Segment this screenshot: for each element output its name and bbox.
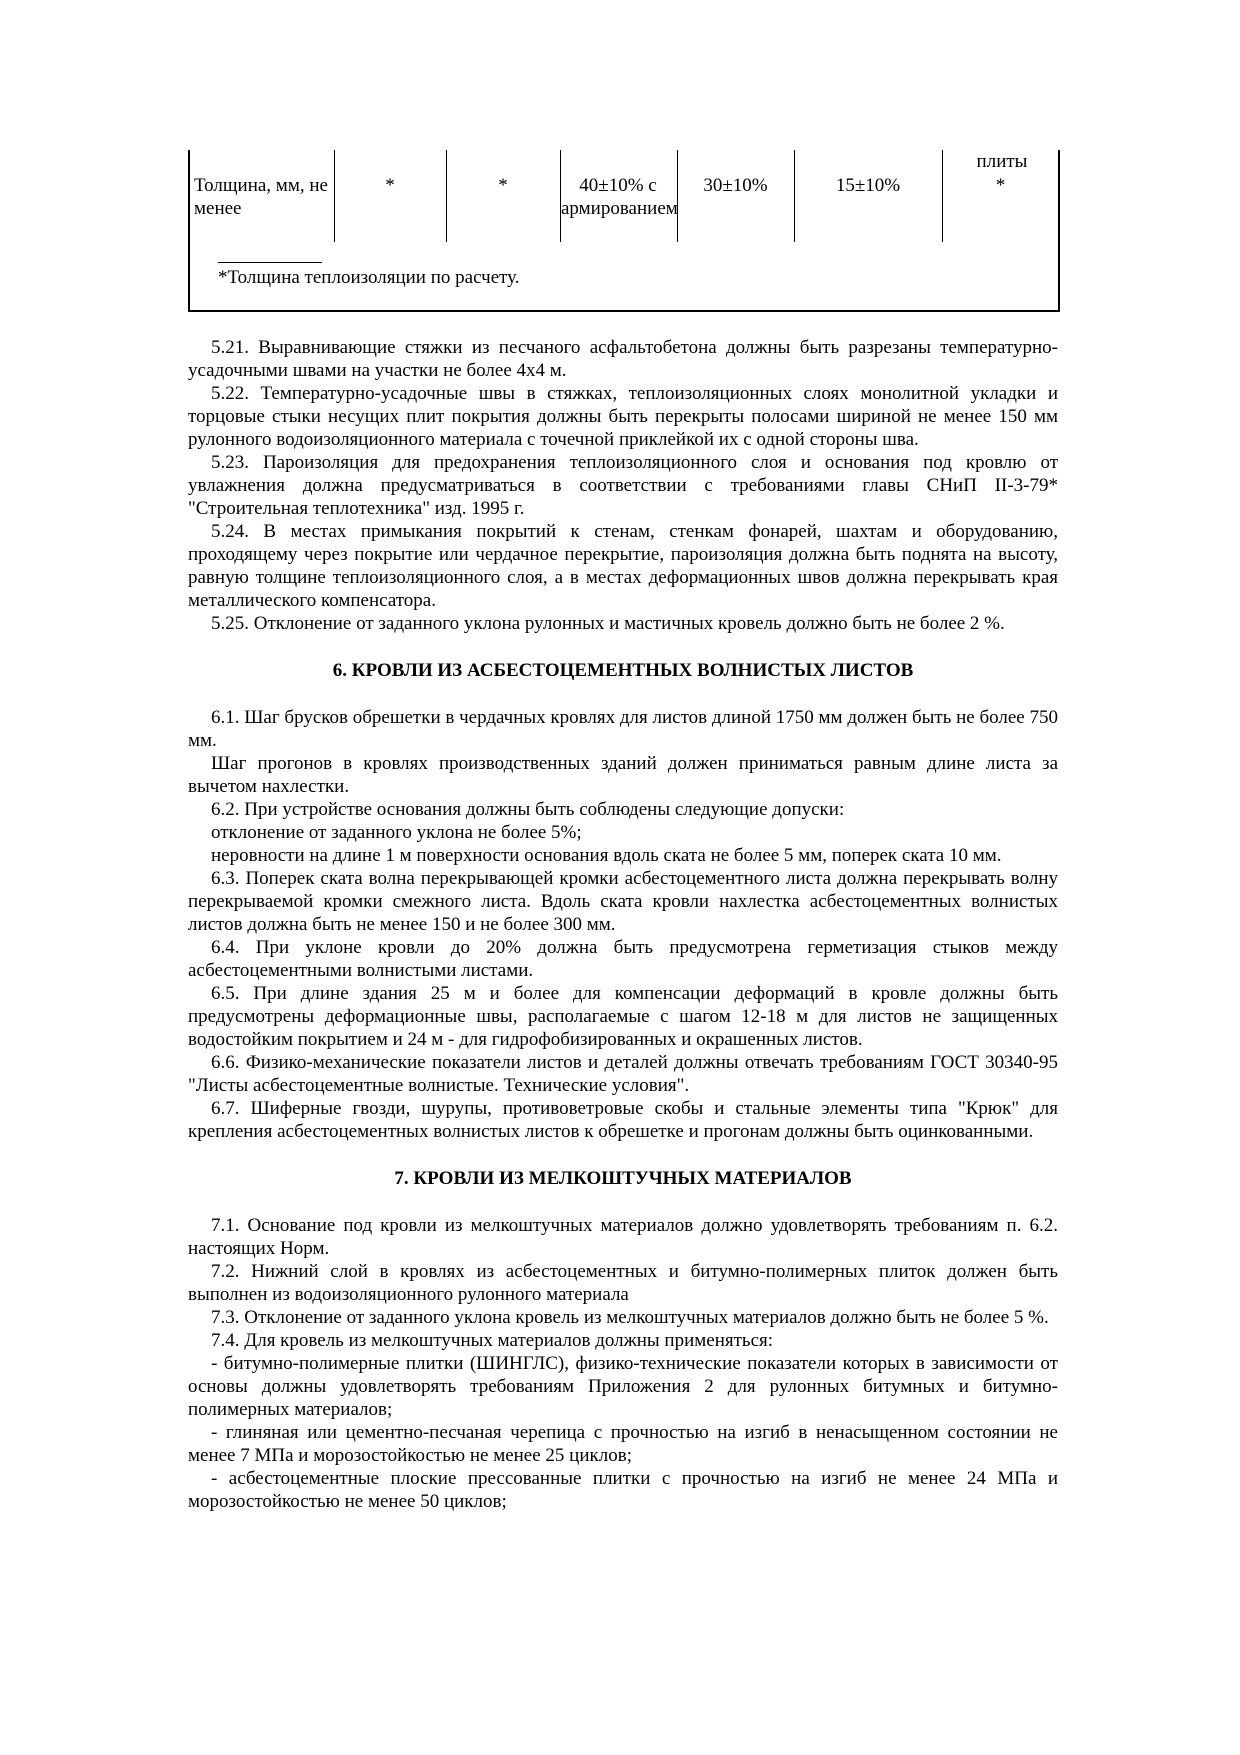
paragraph-7-3: 7.3. Отклонение от заданного уклона кровель из мелкоштучных материалов должно быть не более 5 %. xyxy=(211,1307,1049,1328)
paragraph-7-2: 7.2. Нижний слой в кровлях из асбестоцементных и битумно-полимерных плиток должен быть выполнен из водоизоляционного рулонного материала xyxy=(188,1261,1058,1305)
table-cell: 40±10% с армированием xyxy=(561,175,678,219)
paragraph-5-24: 5.24. В местах примыкания покрытий к стенам, стенкам фонарей, шахтам и оборудованию, проходящему через покрытие или чердачное перекрытие, пароизоляция должна быть поднята на высоту, равную толщине теплоизоляционного слоя, а в местах деформационных швов должна перекрывать края металлического компенсатора. xyxy=(188,521,1058,611)
paragraph-6-5: 6.5. При длине здания 25 м и более для компенсации деформаций в кровле должны быть предусмотрены деформационные швы, располагаемые с шагом 12-18 м для листов не защищенных водостойким покрытием и 24 м - для гидрофобизированных и окрашенных листов. xyxy=(188,983,1058,1050)
table-cell: * xyxy=(995,175,1006,196)
table-cell: 15±10% xyxy=(835,175,901,196)
table-footnote: *Толщина теплоизоляции по расчету. xyxy=(218,267,520,288)
paragraph-6-1: 6.1. Шаг брусков обрешетки в чердачных кровлях для листов длиной 1750 мм должен быть не более 750 мм. xyxy=(188,707,1058,751)
list-item: - битумно-полимерные плитки (ШИНГЛС), физико-технические показатели которых в зависимости от основы должны удовлетворять требованиям Приложения 2 для рулонных битумных и битумно-полимерных материалов; xyxy=(188,1353,1058,1420)
list-item: - асбестоцементные плоские прессованные плитки с прочностью на изгиб не менее 24 МПа и морозостойкостью не менее 50 циклов; xyxy=(188,1468,1058,1512)
paragraph-6-3: 6.3. Поперек ската волна перекрывающей кромки асбестоцементного листа должна перекрывать волну перекрываемой кромки смежного листа. Вдоль ската кровли нахлестка асбестоцементных волнистых листов должна быть не менее 150 и не более 300 мм. xyxy=(188,868,1058,935)
thickness-table xyxy=(188,150,1060,312)
paragraph-7-4: 7.4. Для кровель из мелкоштучных материалов должны применяться: xyxy=(211,1330,774,1351)
paragraph-5-25: 5.25. Отклонение от заданного уклона рулонных и мастичных кровель должно быть не более 2 %. xyxy=(211,613,1005,634)
paragraph-5-22: 5.22. Температурно-усадочные швы в стяжках, теплоизоляционных слоях монолитной укладки и торцовые стыки несущих плит покрытия должны быть перекрыты полосами шириной не менее 150 мм рулонного водоизоляционного материала с точечной приклейкой их с одной стороны шва. xyxy=(188,383,1058,450)
paragraph-6-2: 6.2. При устройстве основания должны быть соблюдены следующие допуски: xyxy=(211,799,845,820)
table-cell: * xyxy=(385,175,395,196)
footnote-rule xyxy=(218,262,322,263)
paragraph-5-21: 5.21. Выравнивающие стяжки из песчаного асфальтобетона должны быть разрезаны температурно-усадочными швами на участки не более 4х4 м. xyxy=(188,337,1058,381)
paragraph-6-7: 6.7. Шиферные гвозди, шурупы, противоветровые скобы и стальные элементы типа "Крюк" для крепления асбестоцементных волнистых листов к обрешетке и прогонам должны быть оцинкованными. xyxy=(188,1098,1058,1142)
paragraph: неровности на длине 1 м поверхности основания вдоль ската не более 5 мм, поперек ската 10 мм. xyxy=(211,845,1002,866)
paragraph: отклонение от заданного уклона не более 5%; xyxy=(211,822,582,843)
table-header-fragment: плиты xyxy=(976,151,1028,172)
table-cell: 30±10% xyxy=(703,175,768,196)
table-row-label: Толщина, мм, не менее xyxy=(194,175,328,219)
paragraph: Шаг прогонов в кровлях производственных зданий должен приниматься равным длине листа за вычетом нахлестки. xyxy=(188,753,1058,797)
paragraph-5-23: 5.23. Пароизоляция для предохранения теплоизоляционного слоя и основания под кровлю от увлажнения должна предусматриваться в соответствии с требованиями главы СНиП II-3-79* "Строительная теплотехника" изд. 1995 г. xyxy=(188,452,1058,519)
table-cell: * xyxy=(498,175,508,196)
section-6-heading: 6. КРОВЛИ ИЗ АСБЕСТОЦЕМЕНТНЫХ ВОЛНИСТЫХ ЛИСТОВ xyxy=(332,660,914,681)
paragraph-7-1: 7.1. Основание под кровли из мелкоштучных материалов должно удовлетворять требованиям п. 6.2. настоящих Норм. xyxy=(188,1215,1058,1259)
paragraph-6-4: 6.4. При уклоне кровли до 20% должна быть предусмотрена герметизация стыков между асбестоцементными волнистыми листами. xyxy=(188,937,1058,981)
paragraph-6-6: 6.6. Физико-механические показатели листов и деталей должны отвечать требованиям ГОСТ 30340-95 "Листы асбестоцементные волнистые. Технические условия". xyxy=(188,1052,1058,1096)
section-7-heading: 7. КРОВЛИ ИЗ МЕЛКОШТУЧНЫХ МАТЕРИАЛОВ xyxy=(394,1168,852,1189)
document-body xyxy=(188,336,1058,1513)
list-item: - глиняная или цементно-песчаная черепица с прочностью на изгиб в ненасыщенном состоянии не менее 7 МПа и морозостойкостью не менее 25 циклов; xyxy=(188,1422,1058,1466)
